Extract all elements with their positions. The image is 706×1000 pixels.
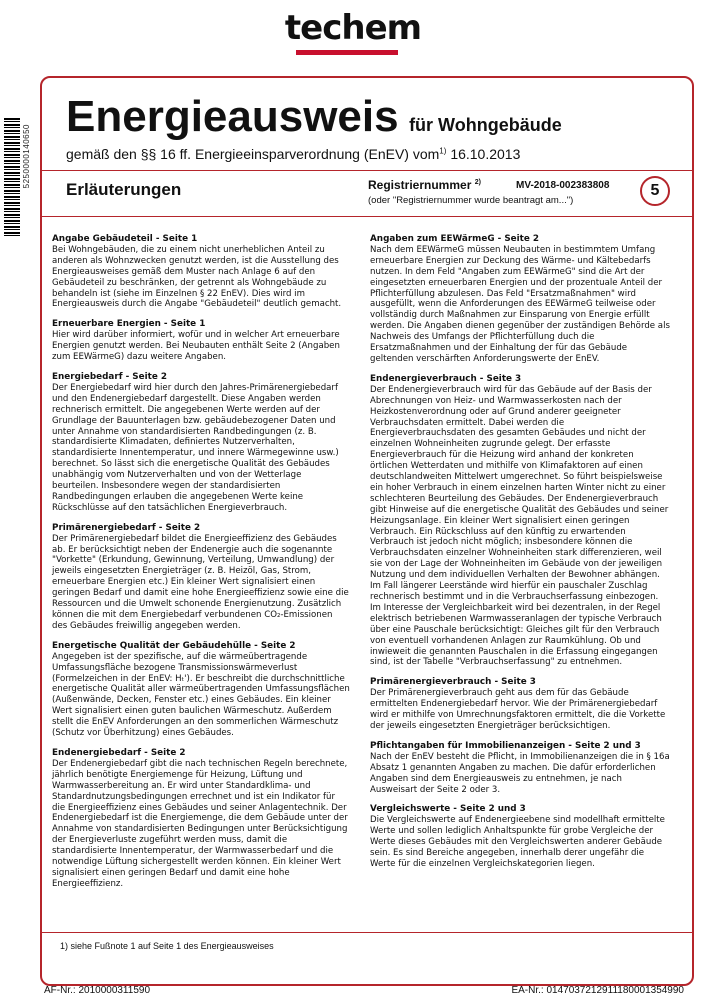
explanation-section	[52, 523, 350, 632]
title-row	[66, 92, 562, 142]
section-text: Hier wird darüber informiert, wofür und in welcher Art erneuerbare Energien genutzt werden. Bei Neubauten enthält Seite 2 (Angaben zum EEWärmeG) dazu weitere Angaben.	[52, 330, 340, 363]
left-column	[52, 234, 350, 899]
section-text: Nach dem EEWärmeG müssen Neubauten in bestimmtem Umfang erneuerbare Energien zur Deckung des Wärme- und Kältebedarfs nutzen. In dem Feld "Angaben zum EEWärmeG" sind die Art der eingesetzten erneuerbaren Energien und der prozentuale Anteil der Pflichterfüllung abzulesen. Das Feld "Ersatzmaßnahmen" wird ausgefüllt, wenn die Anforderungen des EEWärmeG teilweise oder vollständig durch Maßnahmen zur Einsparung von Energie erfüllt werden. Die Angaben dienen gegenüber der zuständigen Behörde als Nachweis des Umfangs der Pflichterfüllung duch die Ersatzmaßnahmen und der Einhaltung der für das Gebäude geltenden verschärften Anforderungswerte der EnEV.	[370, 244, 670, 364]
footnote: 1) siehe Fußnote 1 auf Seite 1 des Energieausweises	[60, 941, 274, 951]
section-text: Bei Wohngebäuden, die zu einem nicht unerheblichen Anteil zu anderen als Wohnzwecken genutzt werden, ist die Ausstellung des Energieausweises gemäß dem Muster nach Anlage 6 auf den Gebäudeteil zu beschränken, der getrennt als Wohngebäude zu behandeln ist (siehe im Einzelnen § 22 EnEV). Dies wird im Energieausweis durch die Angabe "Gebäudeteil" deutlich gemacht.	[52, 244, 342, 310]
logo-accent-bar	[296, 50, 398, 55]
registration-note: (oder "Registriernummer wurde beantragt am...")	[368, 195, 574, 206]
section-text: Die Vergleichswerte auf Endenergieebene sind modellhaft ermittelte Werte und sollen lediglich Anhaltspunkte für grobe Vergleiche der Werte dieses Gebäudes mit den Vergleichswerten anderer Gebäude sein. Es sind Bereiche angegeben, innerhalb derer ungefähr die Werte für die einzelnen Vergleichskategorien liegen.	[370, 815, 665, 869]
barcode	[4, 118, 20, 236]
techem-logo: techem	[284, 8, 422, 48]
section-heading: Vergleichswerte - Seite 2 und 3	[370, 804, 526, 815]
section-text: Der Primärenergieverbrauch geht aus dem für das Gebäude ermittelten Endenergiebedarf hervor. Wie der Primärenergiebedarf wird er mithilfe von Umrechnungsfaktoren ermittelt, die die Vorkette der jeweils eingesetzten Energieträger berücksichtigen.	[370, 688, 666, 731]
subtitle-text: gemäß den §§ 16 ff. Energieeinsparverordnung (EnEV) vom	[66, 146, 440, 162]
section-heading: Primärenergieverbrauch - Seite 3	[370, 677, 536, 688]
section-text: Nach der EnEV besteht die Pflicht, in Immobilienanzeigen die in § 16a Absatz 1 genannten Angaben zu machen. Die dafür erforderlichen Angaben sind dem Energieausweis zu entnehmen, je nach Ausweisart der Seite 2 oder 3.	[370, 751, 670, 795]
explanation-section	[52, 372, 350, 514]
barcode-number: 5250000140650	[22, 124, 31, 189]
explanation-section	[370, 804, 670, 869]
page-title: Energieausweis	[66, 92, 399, 141]
registration-label-text: Registriernummer	[368, 178, 472, 192]
section-text: Der Primärenergiebedarf bildet die Energieeffizienz des Gebäudes ab. Er berücksichtigt neben der Endenergie auch die sogenannte "Vorkette" (Erkundung, Gewinnung, Verteilung, Umwandlung) der jeweils eingesetzten Energieträger (z. B. Heizöl, Gas, Strom, erneuerbare Energien etc.) Ein kleiner Wert signalisiert einen geringen Bedarf und damit eine hohe Energieeffizienz sowie eine die Ressourcen und die Umwelt schonende Energienutzung. Zusätzlich können die mit dem Energiebedarf verbundenen CO₂-Emissionen des Gebäudes freiwillig angegeben werden.	[52, 533, 349, 631]
af-number: AF-Nr.: 2010000311590	[44, 985, 151, 996]
page-number-badge: 5	[640, 176, 670, 206]
section-heading: Energetische Qualität der Gebäudehülle - Seite 2	[52, 640, 296, 651]
section-text: Der Endenergiebedarf gibt die nach technischen Regeln berechnete, jährlich benötigte Energiemenge für Heizung, Lüftung und Warmwasserbereitung an. Er wird unter Standardklima- und Standardnutzungsbedingungen errechnet und ist ein Indikator für die Energieeffizienz eines Gebäudes und seiner Anlagentechnik. Der Endenergiebedarf ist die Energiemenge, die dem Gebäude unter der Annahme von standardisierten Bedingungen unter Berücksichtigung der Energieverluste zugeführt werden muss, damit die standardisierte Innentemperatur, der Warmwasserbedarf und die notwendige Lüftung sichergestellt werden können. Ein kleiner Wert signalisiert einen geringen Bedarf und damit eine hohe Energieeffizienz.	[52, 758, 348, 889]
explanation-section	[370, 677, 670, 732]
ea-number: EA-Nr.: 01470372129111800013549​90	[511, 985, 684, 996]
right-column	[370, 234, 670, 879]
section-heading: Angabe Gebäudeteil - Seite 1	[52, 234, 198, 244]
explanation-section	[52, 748, 350, 890]
section-text: Angegeben ist der spezifische, auf die wärmeübertragende Umfassungsfläche bezogene Transmissionswärmeverlust (Formelzeichen in der EnEV: Hₜ'). Er beschreibt die durchschnittliche energetische Qualität aller wärmeübertragenden Umfassungsflächen (Außenwände, Decken, Fenster etc.) eines Gebäudes. Ein kleiner Wert signalisiert einen guten baulichen Wärmeschutz. Außerdem stellt die EnEV Anforderungen an den sommerlichen Wärmeschutz (Schutz vor Überhitzung) eines Gebäudes.	[52, 651, 350, 739]
section-heading: Pflichtangaben für Immobilienanzeigen - Seite 2 und 3	[370, 740, 641, 751]
section-heading: Angaben zum EEWärmeG - Seite 2	[370, 234, 539, 244]
registration-number: MV-2018-002383808	[516, 180, 610, 191]
section-heading: Primärenergiebedarf - Seite 2	[52, 522, 201, 533]
header-divider	[40, 170, 694, 171]
section-text: Der Energiebedarf wird hier durch den Jahres-Primärenergiebedarf und den Endenergiebedarf dargestellt. Diese Angaben werden rechnerisch ermittelt. Die angegebenen Werte werden auf der Grundlage der Bauunterlagen bzw. gebäudebezogener Daten und unter Annahme von standardisierten Randbedingungen (z. B. standardisierte Klimadaten, definiertes Nutzerverhalten, standardisierte Innentemperatur, und innere Wärmegewinne usw.) berechnet. So lässt sich die energetische Qualität des Gebäudes unabhängig vom Nutzerverhalten und von der Wetterlage beurteilen. Insbesondere wegen der standardisierten Randbedingungen erlauben die angegebenen Werte keine Rückschlüsse auf den tatsächlichen Energieverbrauch.	[52, 382, 339, 513]
footnote-divider	[40, 932, 694, 933]
registration-label	[368, 178, 481, 192]
subtitle-footnote-ref: 1)	[439, 146, 447, 156]
explanation-section	[52, 234, 350, 310]
explanation-section	[52, 641, 350, 739]
subtitle-date: 16.10.2013	[450, 146, 521, 162]
section-title: Erläuterungen	[66, 180, 182, 199]
section-heading: Endenergieverbrauch - Seite 3	[370, 373, 522, 384]
page-title-suffix: für Wohngebäude	[409, 115, 562, 135]
section-text: Der Endenergieverbrauch wird für das Gebäude auf der Basis der Abrechnungen von Heiz- und Warmwasserkosten nach der Heizkostenverordnung oder auf Grund anderer geeigneter Verbrauchsdaten ermittelt. Dabei werden die Energieverbrauchsdaten des gesamten Gebäudes und nicht der einzelnen Wohneinheiten zugrunde gelegt. Der erfasste Energieverbrauch für die Heizung wird anhand der konkreten örtlichen Wetterdaten und mithilfe von Klimafaktoren auf einen deutschlandweiten Mittelwert umgerechnet. So führt beispielsweise ein hoher Verbrauch in einem einzelnen harten Winter nicht zu einer schlechteren Beurteilung des Gebäudes. Der Endenergieverbrauch gibt Hinweise auf die energetische Qualität des Gebäudes und seiner Heizungsanlage. Ein kleiner Wert signalisiert einen geringen Verbrauch. Ein Rückschluss auf den künftig zu erwartenden Verbrauch ist jedoch nicht möglich; insbesondere können die Verbrauchsdaten einzelner Wohneinheiten stark differenzieren, weil sie von der Lage der Wohneinheiten im Gebäude von der jeweiligen Nutzung und dem individuellen Verhalten der Bewohner abhängen. Im Fall längerer Leerstände wird hierfür ein pauschaler Zuschlag rechnerisch bestimmt und in die Verbrauchserfassung einbezogen. Im Interesse der Vergleichbarkeit wird bei dezentralen, in der Regel elektrisch betriebenen Warmwasseranlagen der typische Verbrauch über eine Pauschale berücksichtigt: Gleiches gilt für den Verbrauch von eventuell vorhandenen Anlagen zur Raumkühlung. Ob und inwieweit die genannten Pauschalen in die Erfassung eingegangen sind, ist der Tabelle "Verbrauchserfassung" zu entnehmen.	[370, 384, 669, 668]
explanation-section	[370, 741, 670, 796]
registration-footnote-ref: 2)	[474, 179, 481, 186]
explanation-section	[52, 319, 350, 363]
section-divider	[40, 216, 694, 217]
section-heading: Endenergiebedarf - Seite 2	[52, 747, 186, 758]
explanation-section	[370, 234, 670, 365]
section-heading: Energiebedarf - Seite 2	[52, 371, 167, 382]
explanation-section	[370, 374, 670, 668]
section-heading: Erneuerbare Energien - Seite 1	[52, 319, 206, 330]
subtitle	[66, 146, 520, 162]
